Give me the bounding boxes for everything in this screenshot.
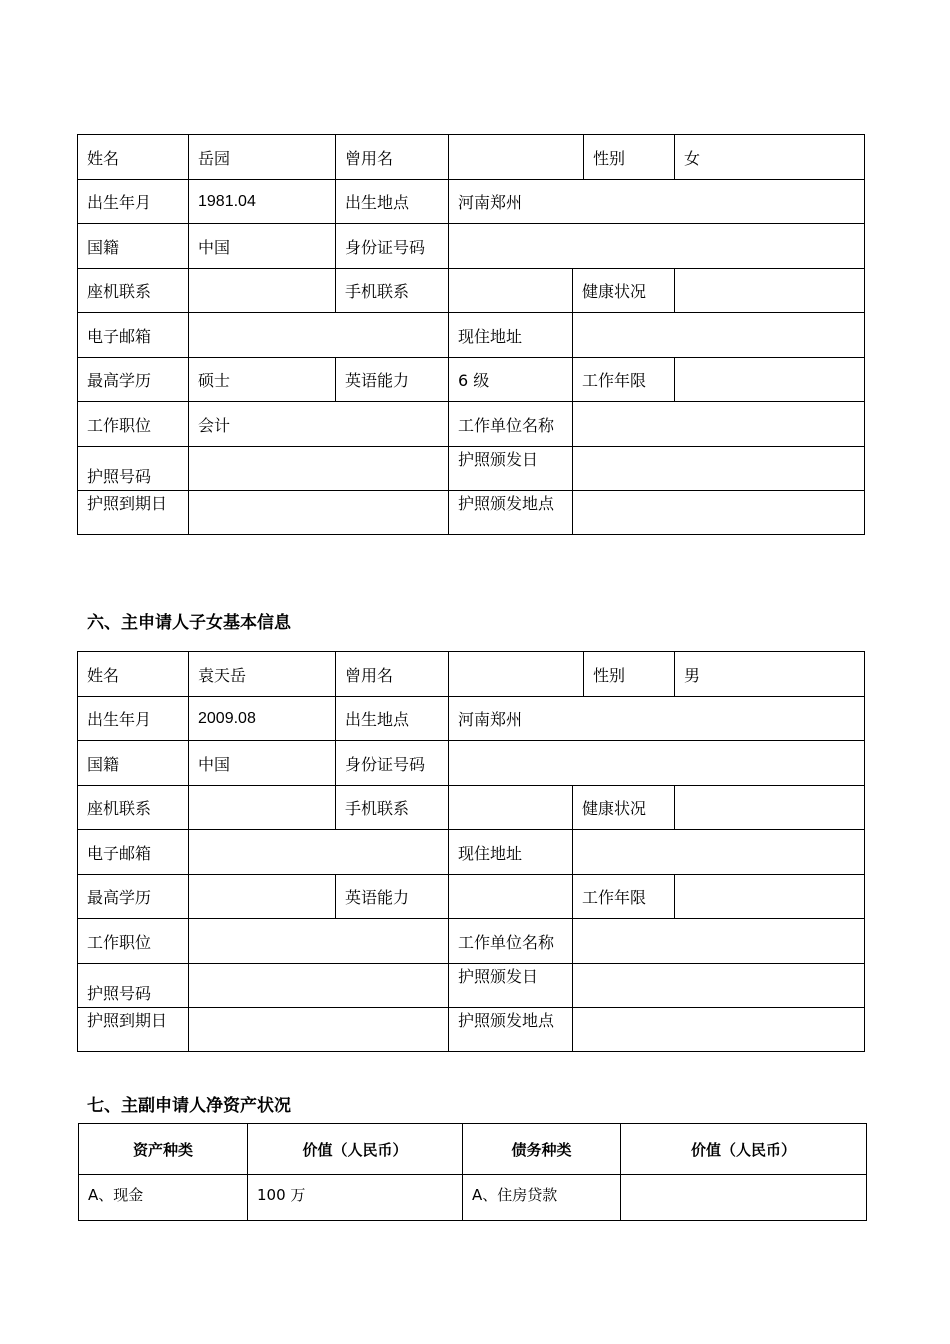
asset-type-cell: A、现金 <box>79 1175 248 1221</box>
child-info-table <box>77 651 865 1052</box>
label-position: 工作职位 <box>78 402 189 447</box>
value-passport-expiry <box>189 1008 449 1052</box>
value-passport-issue-date <box>573 964 865 1008</box>
label-health: 健康状况 <box>573 786 675 830</box>
value-email <box>189 830 449 875</box>
value-gender: 女 <box>675 135 865 180</box>
label-passport-issue-date: 护照颁发日 <box>449 964 573 1008</box>
label-landline: 座机联系 <box>78 786 189 830</box>
label-address: 现住地址 <box>449 830 573 875</box>
value-position <box>189 919 449 964</box>
label-name: 姓名 <box>78 652 189 697</box>
label-employer: 工作单位名称 <box>449 402 573 447</box>
value-work-years <box>675 358 865 402</box>
header-debt-type: 债务种类 <box>463 1124 621 1175</box>
value-education <box>189 875 336 919</box>
label-mobile: 手机联系 <box>336 786 449 830</box>
debt-type-cell: A、住房贷款 <box>463 1175 621 1221</box>
value-birth-place: 河南郑州 <box>449 697 865 741</box>
asset-value-cell: 100 万 <box>248 1175 463 1221</box>
value-nationality: 中国 <box>189 224 336 269</box>
value-work-years <box>675 875 865 919</box>
value-employer <box>573 402 865 447</box>
value-health <box>675 269 865 313</box>
value-passport-issue-date <box>573 447 865 491</box>
label-position: 工作职位 <box>78 919 189 964</box>
value-mobile <box>449 269 573 313</box>
value-employer <box>573 919 865 964</box>
value-landline <box>189 786 336 830</box>
label-education: 最高学历 <box>78 875 189 919</box>
label-passport-issue-place: 护照颁发地点 <box>449 491 573 535</box>
label-passport-issue-date: 护照颁发日 <box>449 447 573 491</box>
spouse-info-table <box>77 134 865 535</box>
header-debt-value: 价值（人民币） <box>621 1124 867 1175</box>
label-gender: 性别 <box>584 135 675 180</box>
label-email: 电子邮箱 <box>78 830 189 875</box>
label-former-name: 曾用名 <box>336 652 449 697</box>
value-education: 硕士 <box>189 358 336 402</box>
value-passport-no <box>189 964 449 1008</box>
label-education: 最高学历 <box>78 358 189 402</box>
assets-table <box>78 1123 867 1221</box>
table-row <box>79 1175 867 1221</box>
value-birth-date: 2009.08 <box>189 697 336 741</box>
value-health <box>675 786 865 830</box>
label-passport-no: 护照号码 <box>78 447 189 491</box>
label-birth-date: 出生年月 <box>78 180 189 224</box>
assets-section-title: 七、主副申请人净资产状况 <box>87 1096 291 1116</box>
label-passport-expiry: 护照到期日 <box>78 491 189 535</box>
value-former-name <box>449 652 584 697</box>
value-passport-issue-place <box>573 491 865 535</box>
value-english <box>449 875 573 919</box>
value-gender: 男 <box>675 652 865 697</box>
value-id-number <box>449 224 865 269</box>
value-name: 袁天岳 <box>189 652 336 697</box>
label-landline: 座机联系 <box>78 269 189 313</box>
value-email <box>189 313 449 358</box>
value-mobile <box>449 786 573 830</box>
child-section-title: 六、主申请人子女基本信息 <box>87 613 291 633</box>
value-name: 岳园 <box>189 135 336 180</box>
label-id-number: 身份证号码 <box>336 224 449 269</box>
label-english: 英语能力 <box>336 358 449 402</box>
header-asset-type: 资产种类 <box>79 1124 248 1175</box>
label-gender: 性别 <box>584 652 675 697</box>
label-health: 健康状况 <box>573 269 675 313</box>
value-address <box>573 830 865 875</box>
value-birth-place: 河南郑州 <box>449 180 865 224</box>
label-work-years: 工作年限 <box>573 875 675 919</box>
label-address: 现住地址 <box>449 313 573 358</box>
value-nationality: 中国 <box>189 741 336 786</box>
label-birth-place: 出生地点 <box>336 697 449 741</box>
value-landline <box>189 269 336 313</box>
label-nationality: 国籍 <box>78 224 189 269</box>
label-nationality: 国籍 <box>78 741 189 786</box>
label-former-name: 曾用名 <box>336 135 449 180</box>
label-birth-place: 出生地点 <box>336 180 449 224</box>
value-passport-expiry <box>189 491 449 535</box>
header-asset-value: 价值（人民币） <box>248 1124 463 1175</box>
label-english: 英语能力 <box>336 875 449 919</box>
label-work-years: 工作年限 <box>573 358 675 402</box>
label-birth-date: 出生年月 <box>78 697 189 741</box>
label-passport-no: 护照号码 <box>78 964 189 1008</box>
value-passport-issue-place <box>573 1008 865 1052</box>
value-address <box>573 313 865 358</box>
label-email: 电子邮箱 <box>78 313 189 358</box>
value-id-number <box>449 741 865 786</box>
label-employer: 工作单位名称 <box>449 919 573 964</box>
label-passport-issue-place: 护照颁发地点 <box>449 1008 573 1052</box>
value-passport-no <box>189 447 449 491</box>
debt-value-cell <box>621 1175 867 1221</box>
value-position: 会计 <box>189 402 449 447</box>
label-name: 姓名 <box>78 135 189 180</box>
label-id-number: 身份证号码 <box>336 741 449 786</box>
value-former-name <box>449 135 584 180</box>
label-mobile: 手机联系 <box>336 269 449 313</box>
value-english: 6 级 <box>449 358 573 402</box>
value-birth-date: 1981.04 <box>189 180 336 224</box>
label-passport-expiry: 护照到期日 <box>78 1008 189 1052</box>
